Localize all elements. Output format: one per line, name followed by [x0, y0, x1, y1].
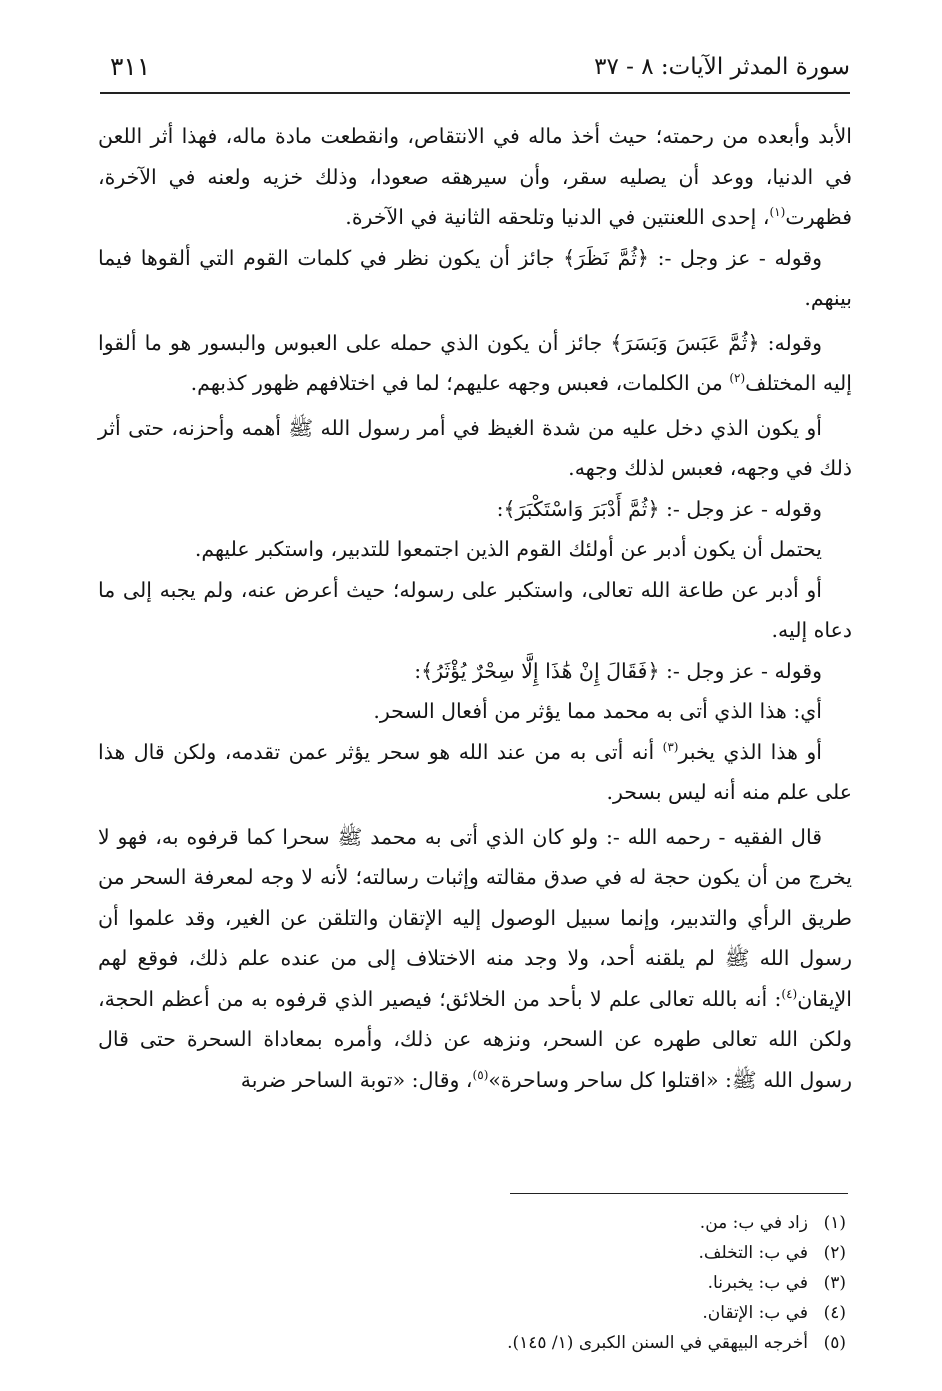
- footnote: (٣)في ب: يخبرنا.: [707, 1273, 846, 1293]
- footnote-ref[interactable]: (١): [769, 205, 786, 220]
- footnote: (٢)في ب: التخلف.: [698, 1243, 846, 1263]
- paragraph: وقوله: ﴿ثُمَّ عَبَسَ وَبَسَرَ﴾ جائز أن يكون الذي حمله على العبوس والبسور هو ما ألقوا إليه المختلف$^{(٢)}$ من الكلمات، فعبس وجهه عليهم؛ لما في اختلافهم ظهور كذبهم.: [98, 330, 852, 395]
- footnote-ref[interactable]: (٥): [472, 1067, 489, 1082]
- page-number: ٣١١: [110, 52, 151, 81]
- footnote-divider: [510, 1193, 848, 1194]
- paragraph: وقوله - عز وجل -: ﴿ثُمَّ نَظَرَ﴾ جائز أن يكون نظر في كلمات القوم التي ألقوها فيما بينهم.: [98, 245, 852, 310]
- footnote-ref[interactable]: (٤): [781, 986, 798, 1001]
- paragraph: أو يكون الذي دخل عليه من شدة الغيظ في أمر رسول الله ﷺ أهمه وأحزنه، حتى أثر ذلك في وجهه، فعبس لذلك وجهه.: [98, 415, 852, 480]
- footnote: (٥)أخرجه البيهقي في السنن الكبرى (١/ ١٤٥).: [507, 1333, 846, 1353]
- paragraph: أو هذا الذي يخبر$^{(٣)}$ أنه أتى به من عند الله هو سحر يؤثر عمن تقدمه، ولكن قال هذا على علم منه أنه ليس بسحر.: [98, 739, 852, 804]
- footnote-ref[interactable]: (٣): [662, 739, 679, 754]
- paragraph: وقوله - عز وجل -: ﴿فَقَالَ إِنْ هَٰذَا إِلَّا سِحْرٌ يُؤْثَرُ﴾:: [414, 658, 822, 683]
- footnote: (١)زاد في ب: من.: [699, 1213, 846, 1233]
- paragraph: وقوله - عز وجل -: ﴿ثُمَّ أَدْبَرَ وَاسْتَكْبَرَ﴾:: [496, 496, 822, 521]
- footnote: (٤)في ب: الإتقان.: [702, 1303, 846, 1323]
- main-text: [98, 116, 852, 1100]
- paragraph: أي: هذا الذي أتى به محمد مما يؤثر من أفعال السحر.: [373, 699, 822, 723]
- paragraph: أو أدبر عن طاعة الله تعالى، واستكبر على رسوله؛ حيث أعرض عنه، ولم يجبه إلى ما دعاه إليه.: [98, 577, 852, 642]
- footnotes: [400, 1208, 846, 1358]
- paragraph: الأبد وأبعده من رحمته؛ حيث أخذ ماله في الانتقاص، وانقطعت مادة ماله، فهذا أثر اللعن في الدنيا، ووعد أن يصليه سقر، وأن سيرهقه صعودا، وذلك خزيه ولعنه في الآخرة، فظهرت$^{(١)}$، إحدى اللعنتين في الدنيا وتلحقه الثانية في الآخرة.: [98, 124, 852, 229]
- footnote-ref[interactable]: (٢): [729, 371, 746, 386]
- running-title: سورة المدثر الآيات: ٨ - ٣٧: [594, 54, 850, 80]
- paragraph: يحتمل أن يكون أدبر عن أولئك القوم الذين اجتمعوا للتدبير، واستكبر عليهم.: [194, 537, 822, 561]
- page-header: [100, 52, 850, 94]
- paragraph: قال الفقيه - رحمه الله -: ولو كان الذي أتى به محمد ﷺ سحرا كما قرفوه به، فهو لا يخرج من أن يكون حجة له في صدق مقالته وإثبات رسالته؛ لأنه لا وجه لمعرفة السحر من طريق الرأي والتدبير، وإنما سبيل الوصول إليه الإتقان والتلقن عن الغير، وقد علموا أن رسول الله ﷺ لم يلقنه أحد، ولا وجد منه الاختلاف إلى من عنده علم ذلك، فوقع لهم الإيقان$^{(٤)}$: أنه بالله تعالى علم لا بأحد من الخلائق؛ فيصير الذي قرفوه به من أعظم الحجة، ولكن الله تعالى طهره عن السحر، ونزهه عن ذلك، وأمره بمعاداة السحرة حتى قال رسول الله ﷺ: «اقتلوا كل ساحر وساحرة»$^{(٥)}$، وقال: «توبة الساحر ضربة: [98, 824, 852, 1092]
